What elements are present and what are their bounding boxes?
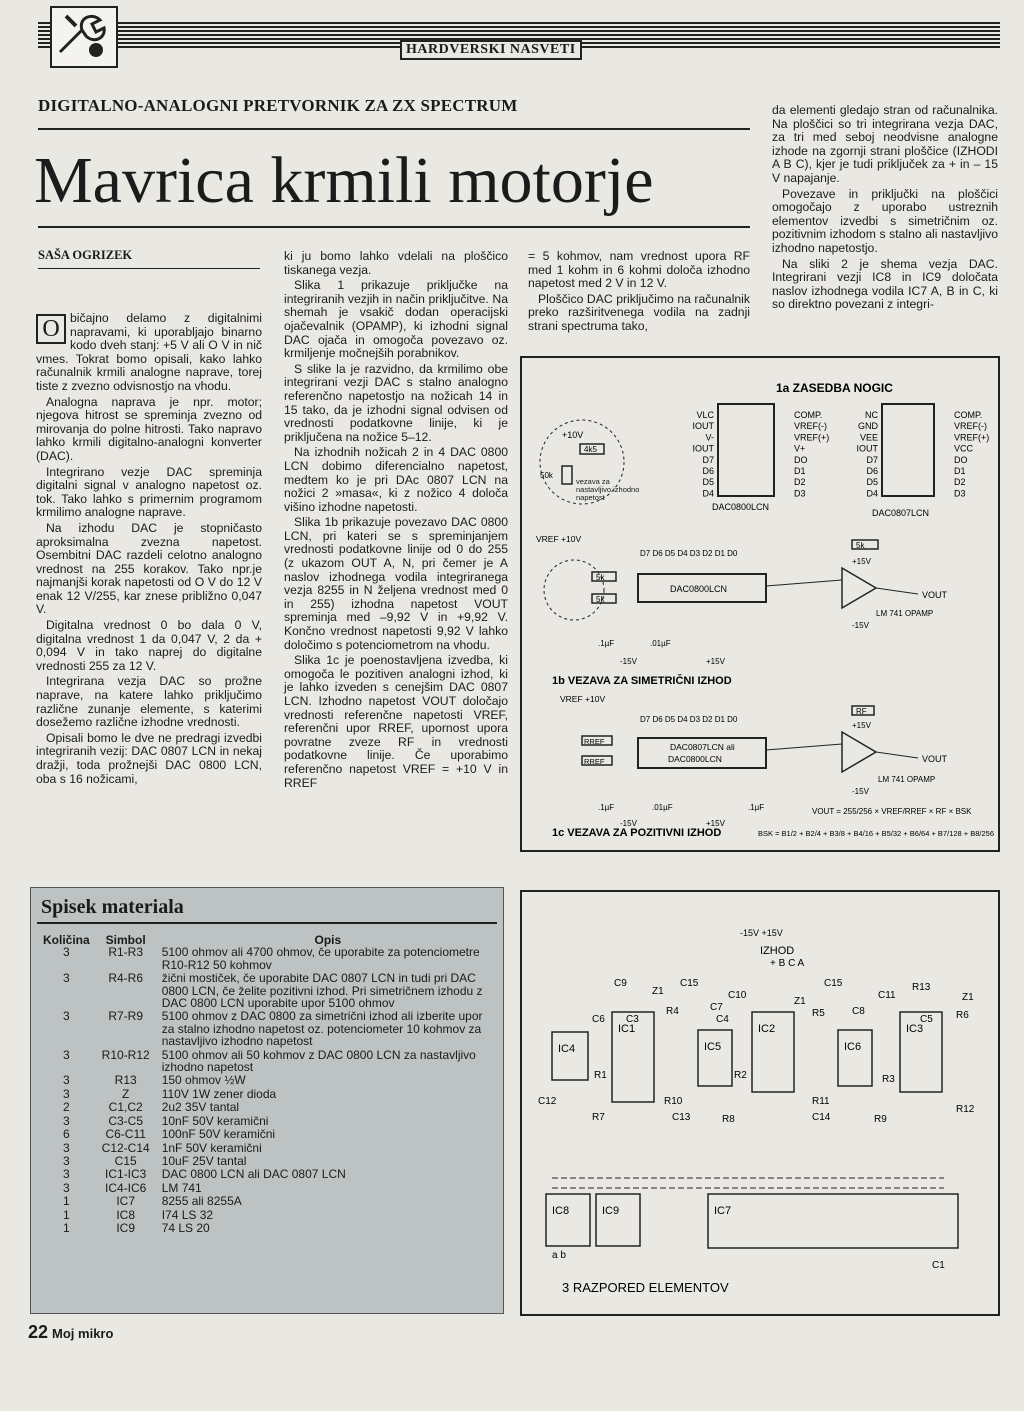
capacitor-label: C1 — [932, 1260, 945, 1271]
paragraph: S slike la je razvidno, da krmilimo obe integrirani vezji DAC s stalno analogno referenčno napetostjo na nožicah 14 in 15 tako, da je izhodni signal odvisen od vrednosti podatkovne linije, ki je priključena na nožice 5–12. — [284, 361, 508, 444]
wire-b-out — [766, 580, 842, 586]
pin-label: NC — [865, 410, 878, 420]
chip-dac0807-label: DAC0807LCN — [872, 508, 930, 518]
material-description: LM 741 — [161, 1180, 202, 1195]
pin-label: D1 — [794, 466, 806, 476]
material-quantity: 3 — [63, 1086, 70, 1101]
materials-title: Spisek materiala — [41, 896, 184, 918]
label-m15-c2: -15V — [620, 819, 637, 828]
label-adjust-note: vezava za nastavljivo izhodno napetost — [576, 478, 640, 502]
wire-c-vout — [876, 752, 918, 758]
header-quantity: Količina — [43, 933, 90, 947]
pin-label: D3 — [794, 488, 806, 499]
paragraph: Na izhodu DAC je stopničasto aproksimalna zvezna napetost. Osembitni DAC razdeli celotno analogno vrednost na 255 korakov. Tako npr.je najmanjši korak napetosti od O V do 12 V enak 12 V/255, kar znese približno 0,047 V. — [36, 520, 262, 617]
article-author: SAŠA OGRIZEK — [38, 248, 133, 262]
material-symbol: C15 — [114, 1153, 137, 1168]
material-quantity: 3 — [63, 1073, 70, 1088]
paragraph: Opisali bomo le dve ne predragi izvedbi integriranih vezij: DAC 0807 LCN in nekaj dražji, toda prožnejši DAC 0800 LCN, oba s 16 nožicami, — [36, 730, 262, 786]
material-quantity: 3 — [63, 1153, 70, 1168]
magazine-name: Moj mikro — [52, 1326, 114, 1341]
ic-label: IC7 — [714, 1205, 732, 1217]
chip-c-label-2: DAC0800LCN — [668, 754, 722, 764]
pin-label: D4 — [866, 488, 878, 499]
label-supply: -15V +15V — [740, 928, 783, 938]
label-opamp-b: LM 741 OPAMP — [876, 609, 934, 618]
material-description: 10uF 25V tantal — [161, 1153, 247, 1168]
material-quantity: 3 — [63, 1180, 70, 1195]
material-symbol: IC1-IC3 — [105, 1167, 147, 1182]
material-symbol: C3-C5 — [108, 1113, 144, 1128]
pin-label: D7 — [866, 454, 878, 465]
material-row — [41, 1088, 496, 1101]
material-quantity: 3 — [63, 971, 70, 986]
capacitor-label: C8 — [852, 1006, 865, 1017]
material-symbol: R7-R9 — [108, 1009, 144, 1024]
capacitor-label: C13 — [672, 1112, 691, 1123]
material-description: 2u2 35V tantal — [161, 1100, 240, 1115]
material-description: 74 LS 20 — [161, 1220, 210, 1235]
opamp-c-triangle — [842, 732, 876, 772]
label-p15-b: +15V — [852, 557, 871, 566]
material-description: 110V 1W zener dioda — [161, 1086, 277, 1101]
label-data-bus-b: D7 D6 D5 D4 D3 D2 D1 D0 — [640, 549, 738, 558]
capacitor-label: C7 — [710, 1002, 723, 1013]
resistor-label: R1 — [594, 1070, 607, 1081]
paragraph: Integrirana vezja DAC so prožne naprave, na katere lahko priključimo različne zunanje elemente, s katerimi dosežemo različne izhodne vrednosti. — [36, 674, 262, 730]
resistor-label: R12 — [956, 1104, 975, 1115]
figure-1-box — [520, 356, 1000, 852]
resistor-label: R13 — [912, 982, 931, 993]
label-vref-b: VREF +10V — [536, 534, 582, 544]
label-m15-c: -15V — [852, 787, 869, 796]
material-symbol: IC4-IC6 — [105, 1180, 147, 1195]
label-rf: RF — [856, 707, 867, 716]
material-symbol: R4-R6 — [108, 971, 144, 986]
resistor-label: R3 — [882, 1074, 895, 1085]
material-row — [41, 946, 496, 972]
paragraph: Na sliki 2 je shema vezja DAC. Integrirani vezji IC8 in IC9 določata naslov izhodnega vodila IC7 A, B in C, ki so direktno povezani z integri- — [772, 256, 998, 312]
pin-label: D6 — [702, 466, 714, 476]
label-opamp-c: LM 741 OPAMP — [878, 775, 936, 784]
material-description: 8255 ali 8255A — [161, 1194, 242, 1209]
material-description: 5100 ohmov z DAC 0800 za simetrični izhod ali izberite upor za stalno izhodno napetost oz. potenciometer 10 kohmov za nastavljivo izhodno napetost — [161, 1009, 483, 1049]
capacitor-label: C3 — [626, 1014, 639, 1025]
article-title: Mavrica krmili motorje — [34, 144, 654, 217]
ic-outline — [596, 1194, 640, 1246]
capacitor-label: C4 — [716, 1014, 729, 1025]
label-m15-b: -15V — [852, 621, 869, 630]
label-cap1-b: .1µF — [598, 639, 615, 648]
resistor-label: R4 — [666, 1006, 679, 1017]
material-symbol: C1,C2 — [108, 1100, 143, 1115]
capacitor-label: C15 — [680, 978, 699, 989]
pin-label: D6 — [866, 466, 878, 476]
pin-label: D2 — [954, 477, 966, 488]
ic-outline — [552, 1032, 588, 1080]
material-quantity: 1 — [63, 1220, 70, 1235]
material-row — [41, 1195, 496, 1208]
text-column-3 — [528, 250, 750, 336]
material-quantity: 3 — [63, 1047, 70, 1062]
material-row — [41, 1182, 496, 1195]
label-bottom-ab: a b — [552, 1250, 566, 1261]
figure-1c-title: 1c VEZAVA ZA POZITIVNI IZHOD — [552, 827, 722, 839]
vref-b-outline — [544, 560, 604, 620]
material-quantity: 1 — [63, 1194, 70, 1209]
label-rref-b: RREF — [584, 757, 605, 766]
ic-label: IC3 — [906, 1023, 924, 1035]
paragraph: Digitalna vrednost 0 bo dala 0 V, digitalna vrednost 1 da 0,047 V, 2 da + 0,094 V in tako naprej do digitalne vrednosti 255 za 12 V. — [36, 618, 262, 673]
figure-3-layout — [522, 892, 998, 1314]
paragraph: da elementi gledajo stran od računalnika. Na ploščici so tri integrirana vezja DAC, za tri med seboj neodvisne analogne izhode na zgornji strani ploščice (IZHODI A B C), kjer je tudi priključek za + in – 15 V napajanje. — [772, 104, 998, 185]
label-plus10v: +10V — [562, 430, 584, 440]
label-5k-c: 5k — [856, 541, 865, 550]
formula-vout: VOUT = 255/256 × VREF/RREF × RF × BSK — [812, 807, 972, 816]
material-quantity: 3 — [63, 1140, 70, 1155]
pin-label: VLC — [696, 410, 714, 420]
label-p15-c2: +15V — [706, 819, 725, 828]
label-cap1-c2: .1µF — [748, 803, 765, 812]
paragraph: = 5 kohmov, nam vrednost upora RF med 1 kohm in 6 kohmi določa izhodno napetost med 2 V in 12 V. — [528, 249, 750, 291]
label-rref-a: RREF — [584, 737, 605, 746]
material-row — [41, 1222, 496, 1235]
label-m15-b2: -15V — [620, 657, 637, 666]
ic-outline — [698, 1030, 732, 1086]
ic-label: IC1 — [618, 1023, 636, 1035]
material-symbol: IC8 — [116, 1207, 136, 1222]
material-quantity: 3 — [63, 1167, 70, 1182]
material-row — [41, 972, 496, 1010]
label-cap2-b: .01µF — [650, 639, 671, 648]
material-row — [41, 1074, 496, 1087]
paragraph: Slika 1b prikazuje povezavo DAC 0800 LCN, pri kateri se s spreminjanjem vrednosti podatkovne linije od 0 do 255 (z ukazom OUT A, N, pri čemer je A naslov izhodnega vodila integriranega vezja 8255 in N željena vrednost med 0 in 255) izhodna napetost VOUT spreminja med –9,92 V in +9,92 V. Končno vrednost napetosti 9,92 V lahko določimo s potenciometrom na vhodu. — [284, 515, 508, 652]
pin-label: COMP. — [954, 410, 983, 420]
material-row — [41, 1155, 496, 1168]
figure-1-schematic — [522, 358, 998, 850]
material-quantity: 2 — [63, 1100, 70, 1115]
title-rule — [38, 226, 750, 228]
pin-label: D3 — [954, 488, 966, 499]
label-vref-c: VREF +10V — [560, 694, 606, 704]
resistor-label: R10 — [664, 1096, 683, 1107]
label-50k: 50k — [540, 471, 553, 480]
material-quantity: 3 — [63, 945, 70, 960]
ic-label: IC8 — [552, 1205, 570, 1217]
label-vout-b: VOUT — [922, 590, 948, 600]
zener-label: Z1 — [962, 992, 974, 1003]
pin-label: V+ — [794, 443, 806, 454]
resistor-label: R7 — [592, 1112, 605, 1123]
capacitor-label: C12 — [538, 1096, 557, 1107]
paragraph: Integrirano vezje DAC spreminja digitalni signal v analogno napetost oz. tok. Tako lahko s primernim programom krmilimo analogne naprave. — [36, 464, 262, 520]
label-cap2-c: .01µF — [652, 803, 673, 812]
pin-label: VREF(-) — [794, 421, 827, 432]
page-footer — [28, 1322, 113, 1343]
zener-label: Z1 — [652, 986, 664, 997]
capacitor-label: C10 — [728, 990, 747, 1001]
pin-label: D1 — [954, 466, 966, 476]
pin-label: D4 — [702, 488, 714, 499]
section-tag: HARDVERSKI NASVETI — [400, 40, 582, 60]
label-data-bus-c: D7 D6 D5 D4 D3 D2 D1 D0 — [640, 715, 738, 724]
wire-c-out — [766, 744, 842, 750]
paragraph: Ploščico DAC priključimo na računalnik preko razširitvenega vodila na zadnji strani spectruma tako, — [528, 291, 750, 333]
pin-label: D5 — [866, 477, 878, 488]
ic-label: IC5 — [704, 1041, 722, 1053]
figure-3-box — [520, 890, 1000, 1316]
paragraph: Slika 1c je poenostavljena izvedba, ki omogoča le pozitiven analogni izhod, ki je lahko izveden s cenejšim DAC 0807 LCN. Izhodno napetost VOUT določajo vrednosti referenčne napetosti VREF, referenčni upor RREF, upornost upora povratne zveze RF in vrednosti podatkovne linije. Če uporabimo referenčno napetost VREF = +10 V in RREF — [284, 653, 508, 790]
paragraph: O bičajno delamo z digitalnimi napravami, ki uporabljajo binarno kodo dveh stanj: +5 V ali O V in nič vmes. Tokrat bomo opisali, kako lahko računalnik krmili analogne naprave, torej tiste z zvezno odvisnostjo na vhodu. — [36, 311, 262, 393]
figure-3-title: 3 RAZPORED ELEMENTOV — [562, 1280, 729, 1295]
formula-bsk: BSK = B1/2 + B2/4 + B3/8 + B4/16 + B5/32 + B6/64 + B7/128 + B8/256 — [758, 829, 995, 838]
pin-label: D5 — [702, 477, 714, 488]
material-symbol: R1-R3 — [108, 945, 144, 960]
material-row — [41, 1010, 496, 1048]
material-symbol: C6-C11 — [105, 1127, 146, 1142]
figure-1b-title: 1b VEZAVA ZA SIMETRIČNI IZHOD — [552, 675, 732, 687]
material-quantity: 1 — [63, 1207, 70, 1222]
label-5k-b: 5k — [596, 595, 605, 604]
text-column-4 — [772, 104, 998, 342]
material-quantity: 3 — [63, 1009, 70, 1024]
materials-box — [30, 887, 504, 1314]
page-number: 22 — [28, 1322, 49, 1342]
resistor-label: R8 — [722, 1114, 735, 1125]
pin-label: VREF(+) — [954, 432, 990, 443]
kicker-rule — [38, 128, 750, 130]
material-row — [41, 1209, 496, 1222]
article-kicker: DIGITALNO-ANALOGNI PRETVORNIK ZA ZX SPECTRUM — [38, 96, 518, 115]
material-description: DAC 0800 LCN ali DAC 0807 LCN — [161, 1167, 346, 1182]
ic-outline — [546, 1194, 590, 1246]
label-izhod: IZHOD — [760, 945, 795, 957]
materials-table — [41, 934, 496, 1235]
label-p15-c: +15V — [852, 721, 871, 730]
material-description: 1nF 50V keramični — [161, 1140, 262, 1155]
pin-label: IOUT — [856, 443, 878, 454]
author-rule — [38, 268, 260, 269]
pin-label: COMP. — [794, 410, 823, 420]
drop-cap: O — [36, 314, 66, 344]
paragraph: Povezave in priključki na ploščici omogočajo z uporabo ustreznih elementov izvedbi s simetričnim oz. pozitivnim izhodom s stalno ali nastavljivo izhodno napetostjo. — [772, 186, 998, 255]
paragraph: Na izhodnih nožicah 2 in 4 DAC 0800 LCN dobimo diferencialno napetost, medtem ko je pri DAc 0807 LCN na nožici 2 »masa«, ki z nožico 4 določa višino izhodne napetosti. — [284, 445, 508, 514]
capacitor-label: C11 — [878, 990, 896, 1001]
pin-label: DO — [954, 454, 968, 465]
chip-c-label-1: DAC0807LCN ali — [670, 742, 735, 752]
pin-label: D7 — [702, 454, 714, 465]
pin-label: D2 — [794, 477, 806, 488]
pin-label: GND — [858, 421, 878, 432]
pin-label: VCC — [954, 443, 974, 454]
capacitor-label: C5 — [920, 1014, 933, 1025]
paragraph: Analogna naprava je npr. motor; njegova hitrost se spreminja zvezno od mirovanja do polne hitrosti. Tako napravo lahko krmili digitalno-analogni konverter (DAC). — [36, 394, 262, 463]
material-description: 100nF 50V keramični — [161, 1127, 276, 1142]
material-description: 10nF 50V keramični — [161, 1113, 269, 1128]
zener-label: Z1 — [794, 996, 806, 1007]
pot-50k — [562, 466, 572, 484]
chip-dac0800-outline — [718, 404, 774, 496]
capacitor-label: C15 — [824, 978, 843, 989]
material-symbol: IC7 — [116, 1194, 136, 1209]
capacitor-label: C9 — [614, 978, 627, 989]
resistor-label: R6 — [956, 1010, 969, 1021]
resistor-label: R2 — [734, 1070, 747, 1081]
paragraph: ki ju bomo lahko vdelali na ploščico tiskanega vezja. — [284, 249, 508, 277]
material-row — [41, 1115, 496, 1128]
chip-dac0807-outline — [882, 404, 934, 496]
resistor-label: R11 — [812, 1096, 830, 1107]
material-symbol: C12-C14 — [101, 1140, 150, 1155]
header-symbol: Simbol — [105, 933, 146, 947]
label-izhod-letters: + B C A — [770, 958, 805, 969]
material-description: I74 LS 32 — [161, 1207, 214, 1222]
label-vout-c: VOUT — [922, 754, 948, 764]
paragraph: Slika 1 prikazuje priključke na integriranih vezjih in način priključitve. Na shemah je vsakič dodan operacijski ojačevalnik (OPAMP), ki izhodni signal DAC ojača in omogoča povezavo oz. krmiljenje močnejših porabnikov. — [284, 278, 508, 361]
pin-label: VEE — [859, 432, 878, 443]
material-quantity: 6 — [63, 1127, 70, 1142]
pin-label: IOUT — [692, 443, 714, 454]
text-column-2 — [284, 250, 508, 792]
ic-outline — [838, 1030, 872, 1086]
material-row — [41, 1168, 496, 1181]
header-description: Opis — [314, 933, 342, 947]
label-5k-a: 5k — [596, 573, 605, 582]
material-quantity: 3 — [63, 1113, 70, 1128]
material-symbol: Z — [122, 1086, 130, 1101]
chip-b-label: DAC0800LCN — [670, 584, 728, 594]
text-column-1 — [36, 312, 262, 788]
pin-label: VREF(-) — [954, 421, 987, 432]
material-row — [41, 1101, 496, 1114]
pin-label: IOUT — [692, 421, 714, 432]
capacitor-label: C14 — [812, 1112, 831, 1123]
wire-b-vout — [876, 588, 918, 594]
materials-rule — [37, 922, 497, 924]
figure-1a-title: 1a ZASEDBA NOGIC — [776, 381, 893, 395]
material-row — [41, 1142, 496, 1155]
material-row — [41, 1128, 496, 1141]
label-4k5: 4k5 — [584, 445, 597, 454]
pin-label: DO — [794, 454, 808, 465]
ic-outline — [708, 1194, 958, 1248]
material-description: 5100 ohmov ali 4700 ohmov, če uporabite za potenciometre R10-R12 50 kohmov — [161, 945, 480, 972]
label-p15-b2: +15V — [706, 657, 725, 666]
ic-label: IC6 — [844, 1041, 862, 1053]
material-row — [41, 1049, 496, 1075]
ic-label: IC4 — [558, 1043, 576, 1055]
opamp-b-triangle — [842, 568, 876, 608]
material-description: žični mostiček, če uporabite DAC 0807 LCN in tudi pri DAC 0800 LCN, če želite pozitivni izhod. Pri simetričnem izhodu z DAC 0800 LCN uporabite upor 5100 ohmov — [161, 971, 483, 1011]
resistor-label: R9 — [874, 1114, 887, 1125]
material-symbol: R10-R12 — [101, 1047, 150, 1062]
chip-dac0800-label: DAC0800LCN — [712, 502, 770, 512]
material-description: 150 ohmov ½W — [161, 1073, 246, 1088]
material-symbol: R13 — [114, 1073, 137, 1088]
material-description: 5100 ohmov ali 50 kohmov z DAC 0800 LCN za nastavljivo izhodno napetost — [161, 1047, 476, 1075]
ic-label: IC9 — [602, 1205, 620, 1217]
capacitor-label: C6 — [592, 1014, 605, 1025]
resistor-label: R5 — [812, 1008, 825, 1019]
pin-label: VREF(+) — [794, 432, 830, 443]
label-cap1-c: .1µF — [598, 803, 615, 812]
material-symbol: IC9 — [116, 1220, 136, 1235]
pin-label: V- — [705, 432, 714, 443]
wrench-logo-icon — [50, 6, 118, 68]
ic-label: IC2 — [758, 1023, 776, 1035]
